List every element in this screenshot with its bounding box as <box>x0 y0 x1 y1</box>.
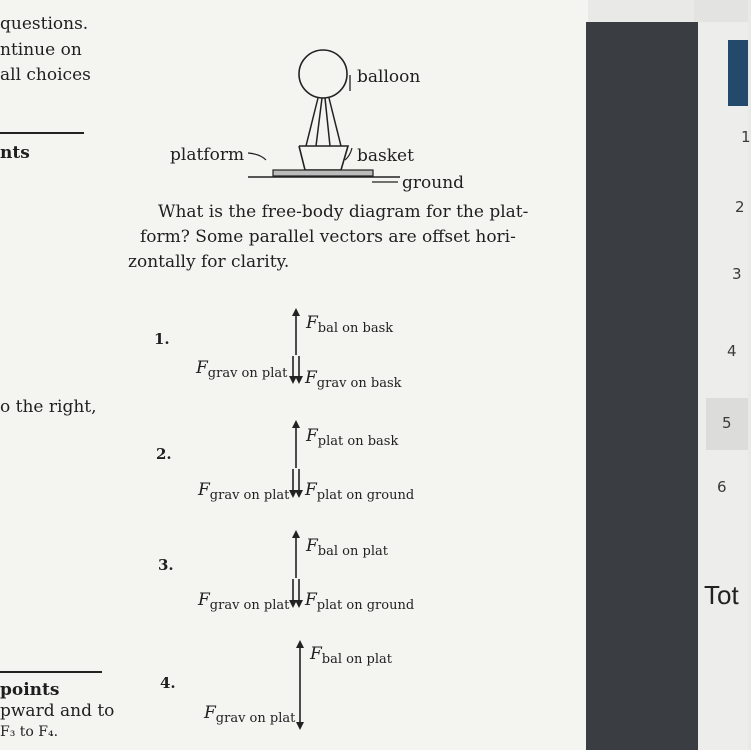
dark-divider-bar <box>586 22 698 750</box>
force-symbol: F <box>305 590 317 610</box>
margin-points: points <box>0 680 60 700</box>
force-subscript: plat on bask <box>317 434 399 449</box>
choice-4-number[interactable]: 4. <box>160 674 176 692</box>
force-symbol: F <box>305 368 317 388</box>
force-subscript: bal on plat <box>317 544 388 559</box>
force-symbol: F <box>306 313 318 333</box>
force-subscript: bal on bask <box>317 321 394 336</box>
choice-1-number[interactable]: 1. <box>154 330 170 348</box>
label-basket: basket <box>357 146 414 166</box>
active-tab-marker[interactable] <box>728 40 748 106</box>
force-symbol: F <box>198 590 210 610</box>
force-subscript: grav on bask <box>316 376 402 391</box>
choice-2-right-label <box>305 480 414 503</box>
choice-4-up-label <box>310 644 392 667</box>
margin-text-right: o the right, <box>0 397 97 417</box>
choice-3-up-label <box>306 536 388 559</box>
margin-text-f3-f4: F₃ to F₄. <box>0 724 59 740</box>
force-symbol: F <box>198 480 210 500</box>
choice-1-up-label <box>306 313 393 336</box>
choice-4-left-label <box>204 703 295 726</box>
margin-points-header: nts <box>0 143 30 163</box>
force-subscript: grav on plat <box>215 711 296 726</box>
nav-question-1[interactable]: 1 <box>741 128 751 146</box>
choice-1-right-label <box>305 368 402 391</box>
top-strip <box>694 0 748 22</box>
choice-1-left-label <box>196 358 287 381</box>
force-subscript: plat on ground <box>316 488 415 503</box>
margin-text-continue: ntinue on <box>0 40 82 60</box>
choice-2-number[interactable]: 2. <box>156 445 172 463</box>
force-symbol: F <box>310 644 322 664</box>
force-symbol: F <box>204 703 216 723</box>
question-line-2: form? Some parallel vectors are offset hori- <box>140 227 516 247</box>
nav-question-5[interactable]: 5 <box>722 414 732 432</box>
choice-2-left-label <box>198 480 289 503</box>
force-subscript: grav on plat <box>207 366 288 381</box>
label-balloon: balloon <box>357 67 421 87</box>
label-ground: ground <box>402 173 465 193</box>
label-platform: platform <box>170 145 245 165</box>
force-subscript: plat on ground <box>316 598 415 613</box>
nav-question-2[interactable]: 2 <box>735 198 745 216</box>
choice-3-number[interactable]: 3. <box>158 556 174 574</box>
choice-2-up-label <box>306 426 398 449</box>
margin-text-questions: questions. <box>0 14 89 34</box>
choice-3-left-label <box>198 590 289 613</box>
force-subscript: grav on plat <box>209 488 290 503</box>
nav-question-6[interactable]: 6 <box>717 478 727 496</box>
total-label: Tot <box>704 580 739 610</box>
nav-question-3[interactable]: 3 <box>732 265 742 283</box>
force-symbol: F <box>305 480 317 500</box>
margin-text-choices: all choices <box>0 65 91 85</box>
question-line-1: What is the free-body diagram for the plat- <box>158 202 529 222</box>
force-subscript: bal on plat <box>321 652 392 667</box>
margin-text-upward: pward and to <box>0 701 115 721</box>
choice-3-right-label <box>305 590 414 613</box>
force-symbol: F <box>306 426 318 446</box>
force-subscript: grav on plat <box>209 598 290 613</box>
force-symbol: F <box>196 358 208 378</box>
force-symbol: F <box>306 536 318 556</box>
nav-question-4[interactable]: 4 <box>727 342 737 360</box>
question-line-3: zontally for clarity. <box>128 252 290 272</box>
